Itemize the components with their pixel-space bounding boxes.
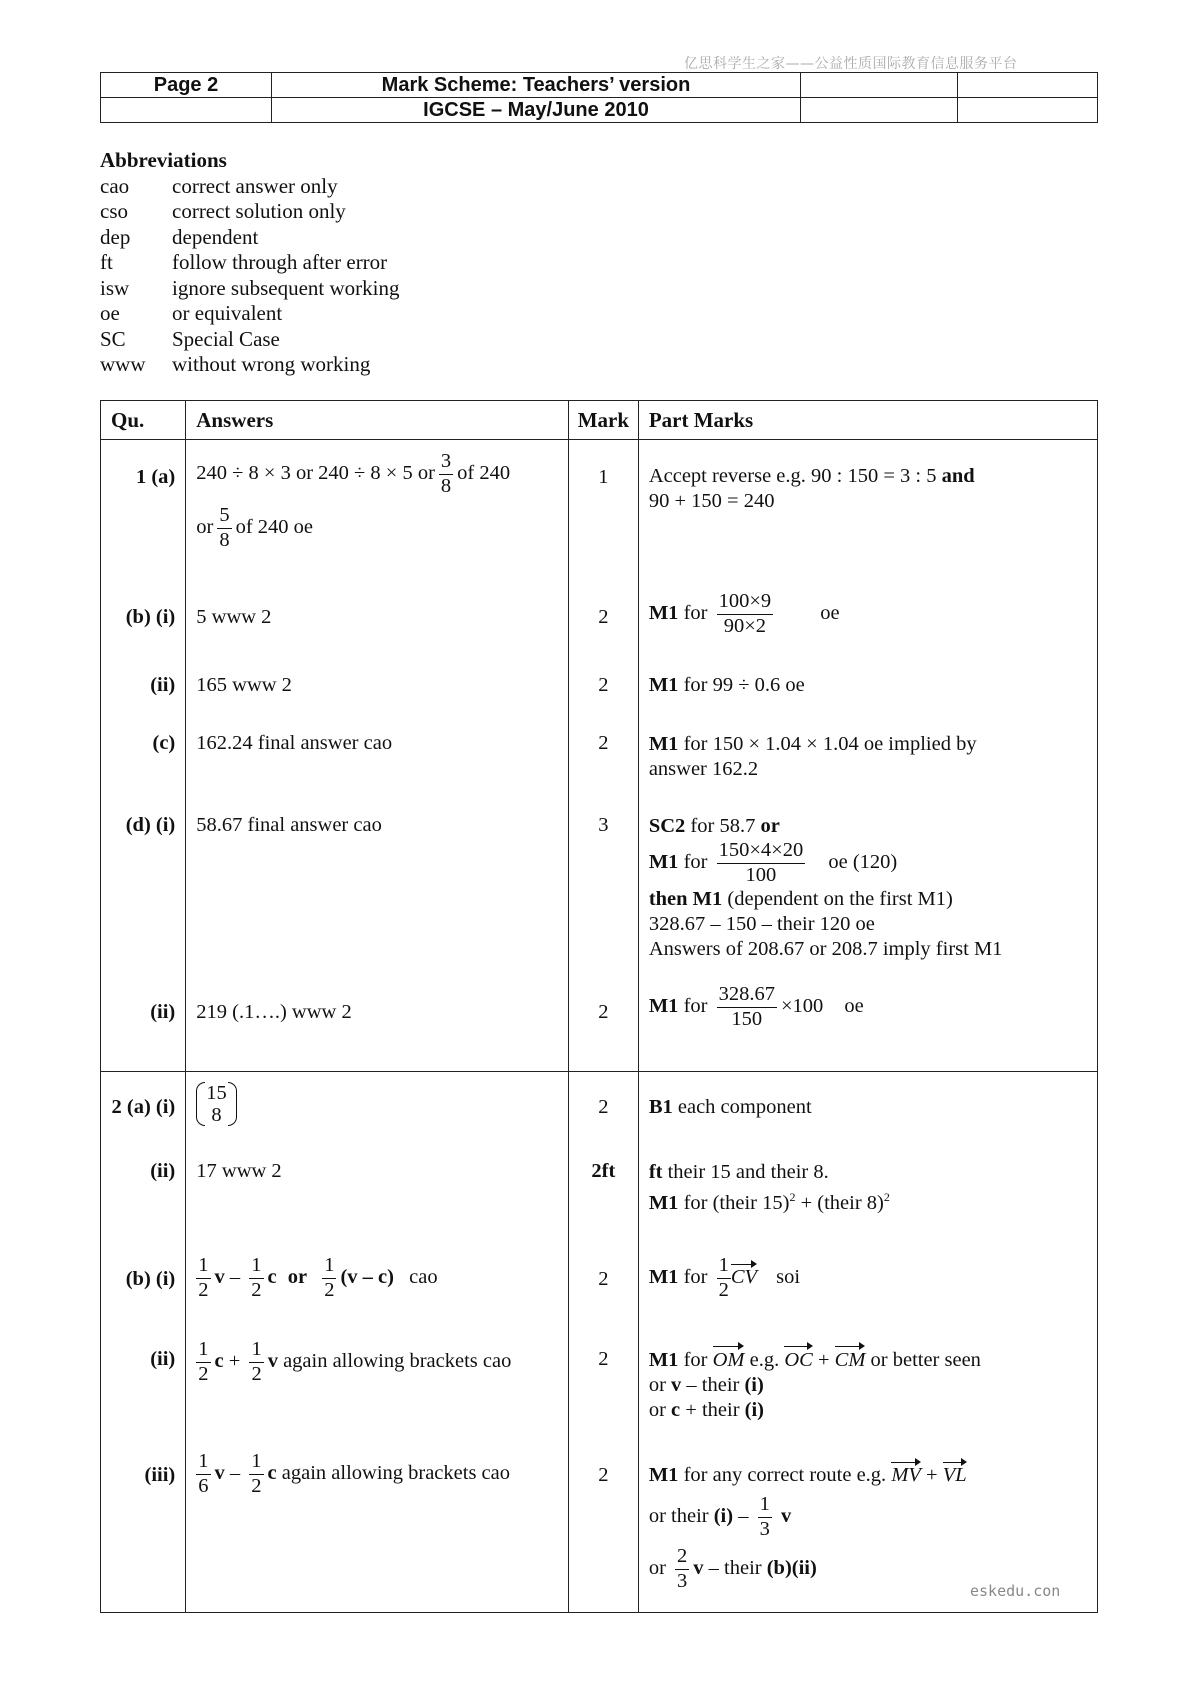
abbreviations-heading: Abbreviations bbox=[100, 148, 227, 172]
col-header-qu: Qu. bbox=[101, 401, 186, 440]
mark-cell: 2 bbox=[568, 979, 638, 1072]
table-row bbox=[101, 1156, 1098, 1250]
col-header-mark: Mark bbox=[568, 401, 638, 440]
question-number: (iii) bbox=[101, 1446, 186, 1613]
mark-cell: 2 bbox=[568, 1250, 638, 1338]
mark-cell: 2 bbox=[568, 1072, 638, 1157]
question-number: (d) (i) bbox=[101, 806, 186, 979]
mark-cell: 2 bbox=[568, 660, 638, 718]
part-marks-cell: M1 for any correct route e.g. MV + VL or their (i) – $\frac{1}{3}$ v or $\frac{2}{3}$ v – their (b)(ii) bbox=[638, 1446, 1097, 1613]
table-row bbox=[101, 440, 1098, 591]
question-number: 2 (a) (i) bbox=[101, 1072, 186, 1157]
question-number: (ii) bbox=[101, 979, 186, 1072]
col-header-answers: Answers bbox=[186, 401, 569, 440]
question-number: (b) (i) bbox=[101, 1250, 186, 1338]
mark-cell: 2 bbox=[568, 718, 638, 806]
abbreviation-item: SC Special Case bbox=[100, 326, 280, 351]
mark-scheme-table bbox=[100, 400, 1098, 1613]
answer-cell: 165 www 2 bbox=[186, 660, 569, 718]
table-row bbox=[101, 979, 1098, 1072]
part-marks-cell: M1 for $\frac{1}{2}$ CV soi bbox=[638, 1250, 1097, 1338]
abbreviation-item: www without wrong working bbox=[100, 352, 371, 376]
answer-cell: 58.67 final answer cao bbox=[186, 806, 569, 979]
table-row bbox=[101, 1446, 1098, 1613]
question-number: (ii) bbox=[101, 1156, 186, 1250]
abbreviations bbox=[100, 148, 399, 378]
question-number: (ii) bbox=[101, 1338, 186, 1446]
document-subtitle: IGCSE – May/June 2010 bbox=[272, 98, 801, 123]
table-row bbox=[101, 590, 1098, 660]
answer-cell: 17 www 2 bbox=[186, 1156, 569, 1250]
part-marks-cell: SC2 for 58.7 or M1 for $\frac{150\times 4\times 20}{100}$ oe (120) then M1 (dependent on the first M1) 328.67 – 150 – their 120 oe Answers of 208.67 or 208.7 imply first M1 bbox=[638, 806, 1097, 979]
part-marks-cell: B1 each component bbox=[638, 1072, 1097, 1157]
vector-om: OM bbox=[712, 1349, 745, 1371]
table-row bbox=[101, 1250, 1098, 1338]
vector-cv: CV bbox=[730, 1265, 758, 1288]
part-marks-cell: ft their 15 and their 8. M1 for (their 15)$^2$ + (their 8)$^2$ bbox=[638, 1156, 1097, 1250]
question-number: (ii) bbox=[101, 660, 186, 718]
vector-vl: VL bbox=[942, 1464, 967, 1486]
mark-cell: 2 bbox=[568, 1338, 638, 1446]
question-number: 1 (a) bbox=[101, 440, 186, 591]
table-row bbox=[101, 806, 1098, 979]
mark-cell: 2 bbox=[568, 590, 638, 660]
column-vector: 15 8 bbox=[196, 1082, 237, 1126]
answer-cell bbox=[186, 1072, 569, 1157]
mark-cell: 2 bbox=[568, 1446, 638, 1613]
part-marks-cell: M1 for OM e.g. OC + CM or better seen or v – their (i) or c + their (i) bbox=[638, 1338, 1097, 1446]
vector-cm: CM bbox=[834, 1349, 866, 1371]
answer-cell: $\frac{1}{6}$ v – $\frac{1}{2}$ c again allowing brackets cao bbox=[186, 1446, 569, 1613]
footer-site: eskedu.con bbox=[970, 1582, 1061, 1600]
part-marks-cell: M1 for $\frac{100\times 9}{90\times 2}$ oe bbox=[638, 590, 1097, 660]
question-number: (c) bbox=[101, 718, 186, 806]
answer-cell: 5 www 2 bbox=[186, 590, 569, 660]
mark-cell: 3 bbox=[568, 806, 638, 979]
vector-mv: MV bbox=[891, 1464, 921, 1486]
answer-cell: 219 (.1….) www 2 bbox=[186, 979, 569, 1072]
page-number: Page 2 bbox=[101, 73, 272, 98]
document-title: Mark Scheme: Teachers’ version bbox=[272, 73, 801, 98]
table-row bbox=[101, 660, 1098, 718]
mark-cell: 1 bbox=[568, 440, 638, 591]
header-table bbox=[100, 72, 1098, 123]
table-row bbox=[101, 718, 1098, 806]
abbreviation-item: oe or equivalent bbox=[100, 301, 283, 325]
watermark: 亿思科学生之家——公益性质国际教育信息服务平台 bbox=[684, 56, 1018, 72]
part-marks-cell: Accept reverse e.g. 90 : 150 = 3 : 5 and 90 + 150 = 240 bbox=[638, 440, 1097, 591]
answer-cell: 162.24 final answer cao bbox=[186, 718, 569, 806]
table-row bbox=[101, 1072, 1098, 1157]
abbreviation-item: cao correct answer only bbox=[100, 173, 338, 198]
part-marks-cell: M1 for $\frac{328.67}{150}$ ×100 oe bbox=[638, 979, 1097, 1072]
abbreviation-item: isw ignore subsequent working bbox=[100, 275, 400, 300]
vector-oc: OC bbox=[784, 1349, 813, 1371]
abbreviation-item: dep dependent bbox=[100, 224, 259, 249]
answer-cell: $\frac{1}{2}$ v – $\frac{1}{2}$ c or $\frac{1}{2}$ (v – c) cao bbox=[186, 1250, 569, 1338]
part-marks-cell: M1 for 150 × 1.04 × 1.04 oe implied by answer 162.2 bbox=[638, 718, 1097, 806]
answer-cell: 240 ÷ 8 × 3 or 240 ÷ 8 × 5 or $\frac{3}{8}$ of 240 or $\frac{5}{8}$ of 240 oe bbox=[186, 440, 569, 591]
part-marks-cell: M1 for 99 ÷ 0.6 oe bbox=[638, 660, 1097, 718]
abbreviation-item: cso correct solution only bbox=[100, 199, 346, 223]
abbreviation-item: ft follow through after error bbox=[100, 250, 388, 274]
mark-cell: 2ft bbox=[568, 1156, 638, 1250]
table-row bbox=[101, 1338, 1098, 1446]
col-header-part-marks: Part Marks bbox=[638, 401, 1097, 440]
question-number: (b) (i) bbox=[101, 590, 186, 660]
answer-cell: $\frac{1}{2}$ c + $\frac{1}{2}$ v again allowing brackets cao bbox=[186, 1338, 569, 1446]
